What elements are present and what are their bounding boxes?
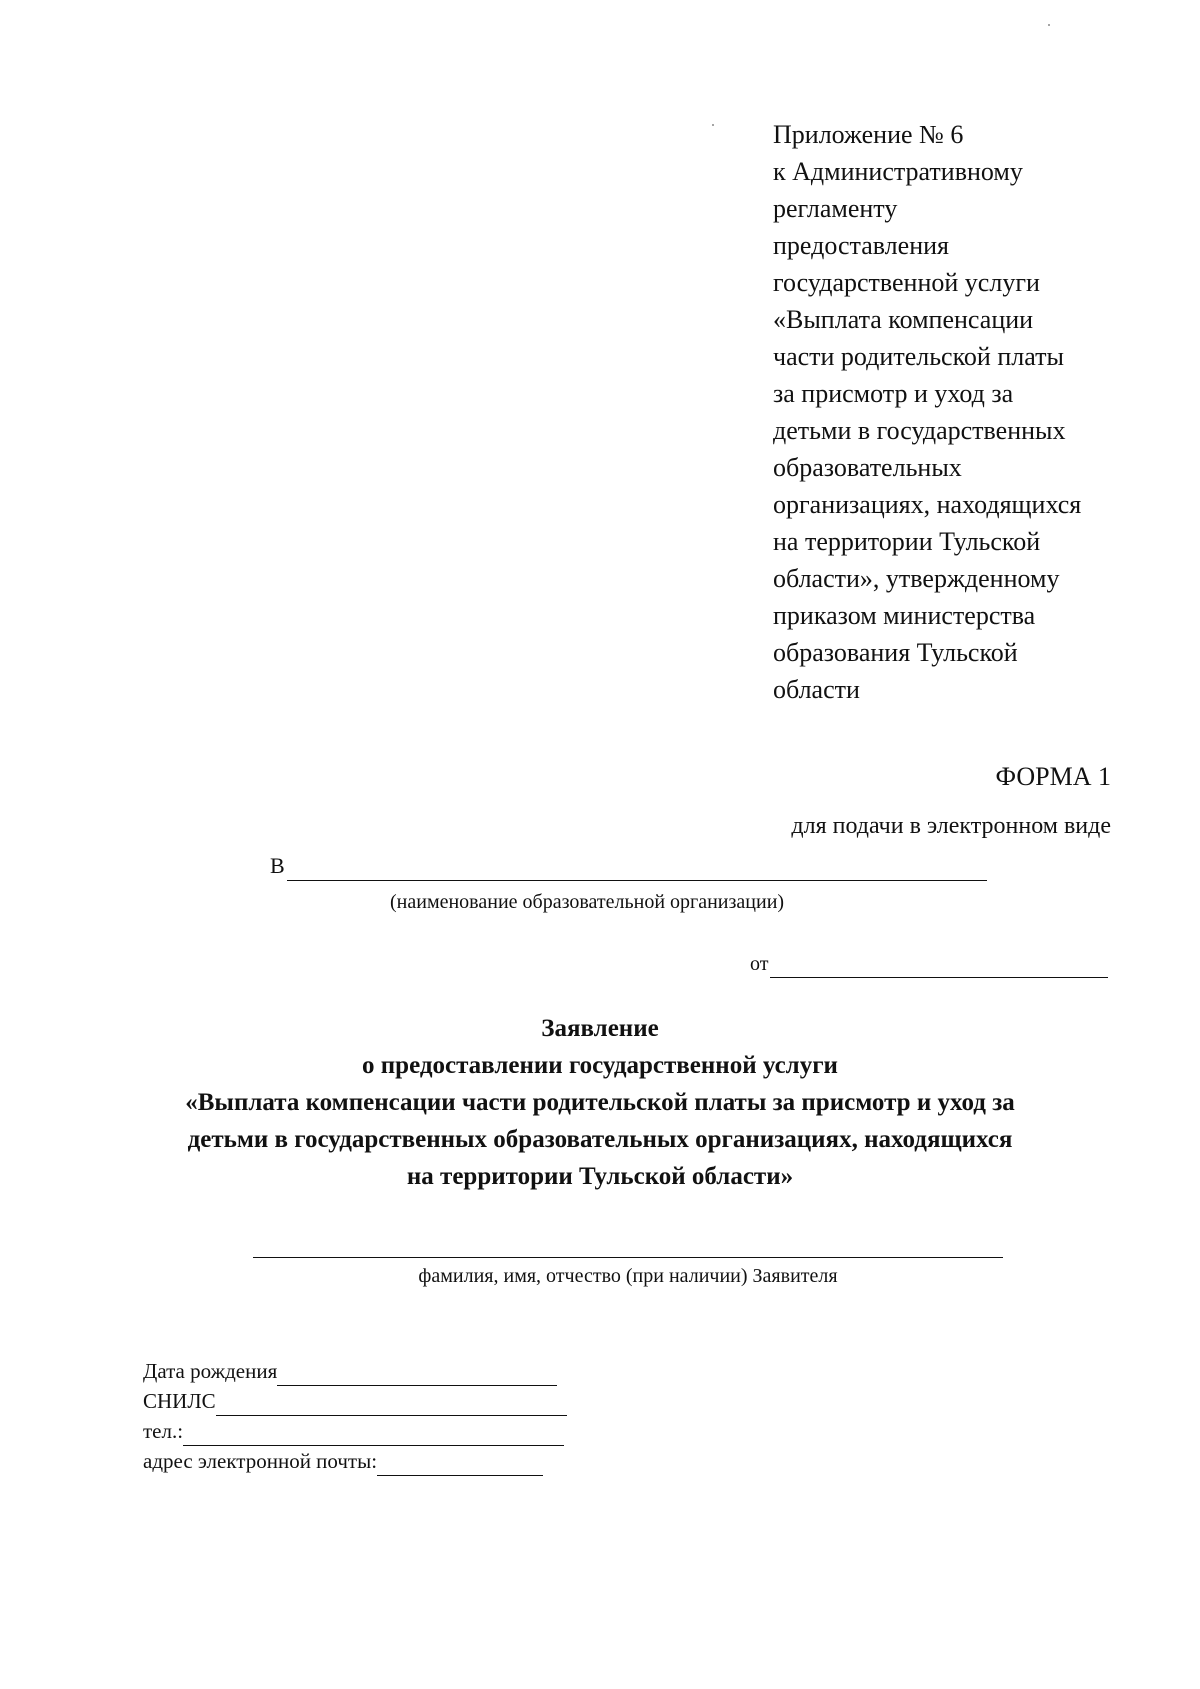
sender-blank-field[interactable]: [770, 955, 1108, 978]
document-title: [130, 1010, 1070, 1195]
applicant-name-blank-field[interactable]: [253, 1257, 1003, 1258]
snils-blank-field[interactable]: [216, 1393, 567, 1416]
appendix-line: Приложение № 6: [773, 120, 964, 149]
appendix-line: детьми в государственных: [773, 416, 1066, 445]
scan-speck: [1048, 24, 1050, 26]
appendix-line: организациях, находящихся: [773, 490, 1082, 519]
recipient-caption: (наименование образовательной организации): [390, 891, 785, 913]
recipient-prefix: В: [270, 853, 285, 878]
title-line: на территории Тульской области»: [406, 1163, 794, 1190]
title-line: о предоставлении государственной услуги: [362, 1052, 838, 1079]
appendix-line: «Выплата компенсации: [773, 305, 1034, 334]
title-line: «Выплата компенсации части родительской платы за присмотр и уход за: [185, 1089, 1015, 1116]
appendix-line: за присмотр и уход за: [773, 379, 1014, 408]
recipient-blank-field[interactable]: [287, 856, 987, 881]
sender-prefix: от: [750, 953, 769, 975]
birth-date-blank-field[interactable]: [277, 1363, 557, 1386]
appendix-line: государственной услуги: [773, 268, 1040, 297]
sender-line: [750, 950, 1108, 978]
form-label: ФОРМА 1: [995, 762, 1111, 791]
phone-row: [143, 1416, 567, 1446]
appendix-line: регламенту: [773, 194, 898, 223]
email-row: [143, 1446, 567, 1476]
appendix-line: области: [773, 675, 860, 704]
appendix-line: области», утвержденному: [773, 564, 1060, 593]
appendix-line: к Административному: [773, 157, 1023, 186]
email-label: адрес электронной почты:: [143, 1449, 378, 1473]
appendix-line: предоставления: [773, 231, 949, 260]
recipient-line: [270, 851, 987, 881]
email-blank-field[interactable]: [377, 1453, 543, 1476]
phone-blank-field[interactable]: [183, 1423, 564, 1446]
title-line: Заявление: [541, 1015, 659, 1042]
form-subtitle: для подачи в электронном виде: [791, 813, 1111, 839]
appendix-line: на территории Тульской: [773, 527, 1041, 556]
scan-speck: [712, 124, 714, 126]
appendix-line: приказом министерства: [773, 601, 1036, 630]
phone-label: тел.:: [143, 1419, 184, 1443]
appendix-line: части родительской платы: [773, 342, 1064, 371]
applicant-fields: [143, 1356, 567, 1476]
birth-date-label: Дата рождения: [143, 1359, 278, 1383]
appendix-block: [773, 116, 1133, 708]
appendix-line: образовательных: [773, 453, 962, 482]
title-line: детьми в государственных образовательных организациях, находящихся: [187, 1126, 1013, 1153]
snils-row: [143, 1386, 567, 1416]
snils-label: СНИЛС: [143, 1389, 216, 1413]
applicant-name-caption: фамилия, имя, отчество (при наличии) Заявителя: [418, 1265, 838, 1287]
appendix-line: образования Тульской: [773, 638, 1018, 667]
birth-date-row: [143, 1356, 567, 1386]
